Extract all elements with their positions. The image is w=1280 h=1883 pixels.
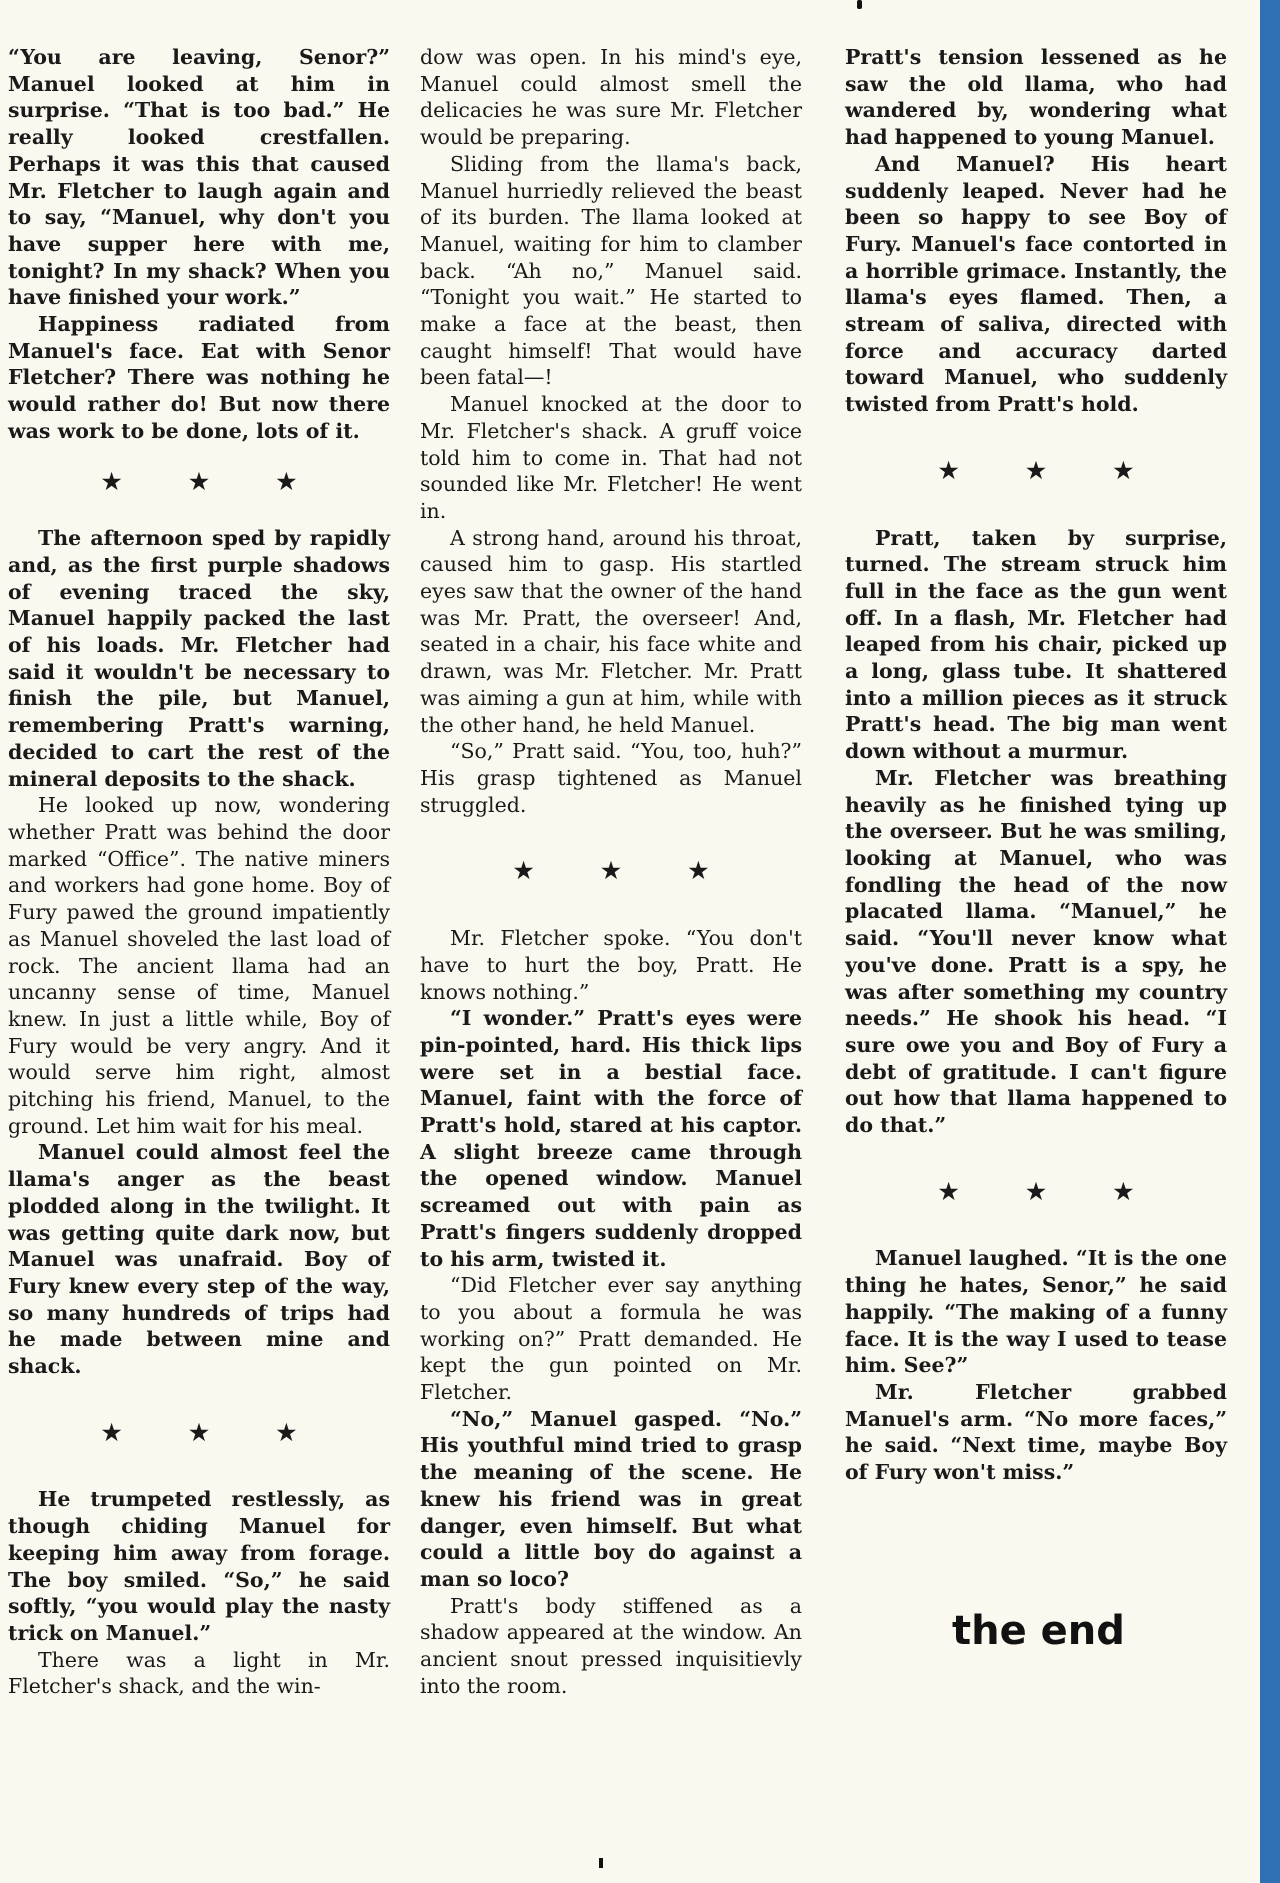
paragraph: Sliding from the llama's back, Manuel hurriedly relieved the beast of its burden. The llama looked at Manuel, waiting for him to clamber back. “Ah no,” Manuel said. “Tonight you wait.” He started to make a face at the beast, then caught himself! That would have been fatal—!: [420, 151, 802, 390]
paragraph: “No,” Manuel gasped. “No.” His youthful mind tried to grasp the meaning of the scene. He knew his friend was in great danger, even himself. But what could a little boy do against a man so loco?: [420, 1406, 802, 1591]
section-separator: ★ ★ ★: [101, 468, 327, 495]
text-column-3: [845, 44, 1227, 1486]
paragraph: Pratt's body stiffened as a shadow appeared at the window. An ancient snout pressed inquisitievly into the room.: [420, 1593, 802, 1698]
paragraph: The afternoon sped by rapidly and, as the first purple shadows of evening traced the sky, Manuel happily packed the last of his loads. Mr. Fletcher had said it wouldn't be necessary to finish the pile, but Manuel, remembering Pratt's warning, decided to cart the rest of the mineral deposits to the shack.: [8, 526, 390, 791]
paragraph: “You are leaving, Senor?” Manuel looked at him in surprise. “That is too bad.” He really looked crestfallen. Perhaps it was this that caused Mr. Fletcher to laugh again and to say, “Manuel, why don't you have supper here with me, tonight? In my shack? When you have finished your work.”: [8, 45, 390, 310]
section-separator: ★ ★ ★: [938, 1178, 1164, 1205]
paragraph: “So,” Pratt said. “You, too, huh?” His grasp tightened as Manuel struggled.: [420, 739, 802, 817]
section-separator: ★ ★ ★: [101, 1419, 327, 1446]
paragraph: Manuel could almost feel the llama's anger as the beast plodded along in the twilight. It was getting quite dark now, but Manuel was unafraid. Boy of Fury knew every step of the way, so many hundreds of trips had he made between mine and shack.: [8, 1140, 390, 1379]
paragraph: “Did Fletcher ever say anything to you about a formula he was working on?” Pratt demanded. He kept the gun pointed on Mr. Fletcher.: [420, 1273, 802, 1405]
the-end-label: the end: [952, 1608, 1125, 1654]
paragraph: Happiness radiated from Manuel's face. Eat with Senor Fletcher? There was nothing he would rather do! But now there was work to be done, lots of it.: [8, 312, 390, 443]
section-separator: ★ ★ ★: [938, 457, 1164, 484]
text-column-1: [8, 44, 390, 1700]
paragraph: Mr. Fletcher spoke. “You don't have to hurt the boy, Pratt. He knows nothing.”: [420, 926, 802, 1004]
paragraph: Manuel knocked at the door to Mr. Fletcher's shack. A gruff voice told him to come in. That had not sounded like Mr. Fletcher! He went in.: [420, 392, 802, 523]
print-mark: [599, 1858, 603, 1868]
paragraph: Mr. Fletcher was breathing heavily as he finished tying up the overseer. But he was smiling, looking at Manuel, who was fondling the head of the now placated llama. “Manuel,” he said. “You'll never know what you've done. Pratt is a spy, he was after something my country needs.” He shook his head. “I sure owe you and Boy of Fury a debt of gratitude. I can't figure out how that llama happened to do that.”: [845, 765, 1227, 1138]
paragraph: There was a light in Mr. Fletcher's shack, and the win-: [8, 1647, 390, 1699]
paragraph: He trumpeted restlessly, as though chiding Manuel for keeping him away from forage. The boy smiled. “So,” he said softly, “you would play the nasty trick on Manuel.”: [8, 1487, 390, 1645]
paragraph: Pratt's tension lessened as he saw the old llama, who had wandered by, wondering what had happened to young Manuel.: [845, 45, 1227, 150]
paragraph: Mr. Fletcher grabbed Manuel's arm. “No more faces,” he said. “Next time, maybe Boy of Fury won't miss.”: [845, 1379, 1227, 1485]
paragraph: And Manuel? His heart suddenly leaped. Never had he been so happy to see Boy of Fury. Manuel's face contorted in a horrible grimace. Instantly, the llama's eyes flamed. Then, a stream of saliva, directed with force and accuracy darted toward Manuel, who suddenly twisted from Pratt's hold.: [845, 151, 1227, 417]
paragraph: “I wonder.” Pratt's eyes were pin-pointed, hard. His thick lips were set in a bestial face. Manuel, faint with the force of Pratt's hold, stared at his captor. A slight breeze came through the opened window. Manuel screamed out with pain as Pratt's fingers suddenly dropped to his arm, twisted it.: [420, 1006, 802, 1271]
paragraph: Pratt, taken by surprise, turned. The stream struck him full in the face as the gun went off. In a flash, Mr. Fletcher had leaped from his chair, picked up a long, glass tube. It shattered into a million pieces as it struck Pratt's head. The big man went down without a murmur.: [845, 525, 1227, 764]
text-column-2: [420, 44, 802, 1699]
paragraph: He looked up now, wondering whether Pratt was behind the door marked “Office”. The native miners and workers had gone home. Boy of Fury pawed the ground impatiently as Manuel shoveled the last load of rock. The ancient llama had an uncanny sense of time, Manuel knew. In just a little while, Boy of Fury would be very angry. And it would serve him right, almost pitching his friend, Manuel, to the ground. Let him wait for his meal.: [8, 793, 390, 1138]
print-mark: [857, 0, 862, 9]
section-separator: ★ ★ ★: [513, 858, 739, 885]
paragraph: A strong hand, around his throat, caused him to gasp. His startled eyes saw that the owner of the hand was Mr. Pratt, the overseer! And, seated in a chair, his face white and drawn, was Mr. Fletcher. Mr. Pratt was aiming a gun at him, while with the other hand, he held Manuel.: [420, 525, 802, 737]
paragraph: dow was open. In his mind's eye, Manuel could almost smell the delicacies he was sure Mr. Fletcher would be preparing.: [420, 45, 802, 150]
paragraph: Manuel laughed. “It is the one thing he hates, Senor,” he said happily. “The making of a funny face. It is the way I used to tease him. See?”: [845, 1246, 1227, 1378]
